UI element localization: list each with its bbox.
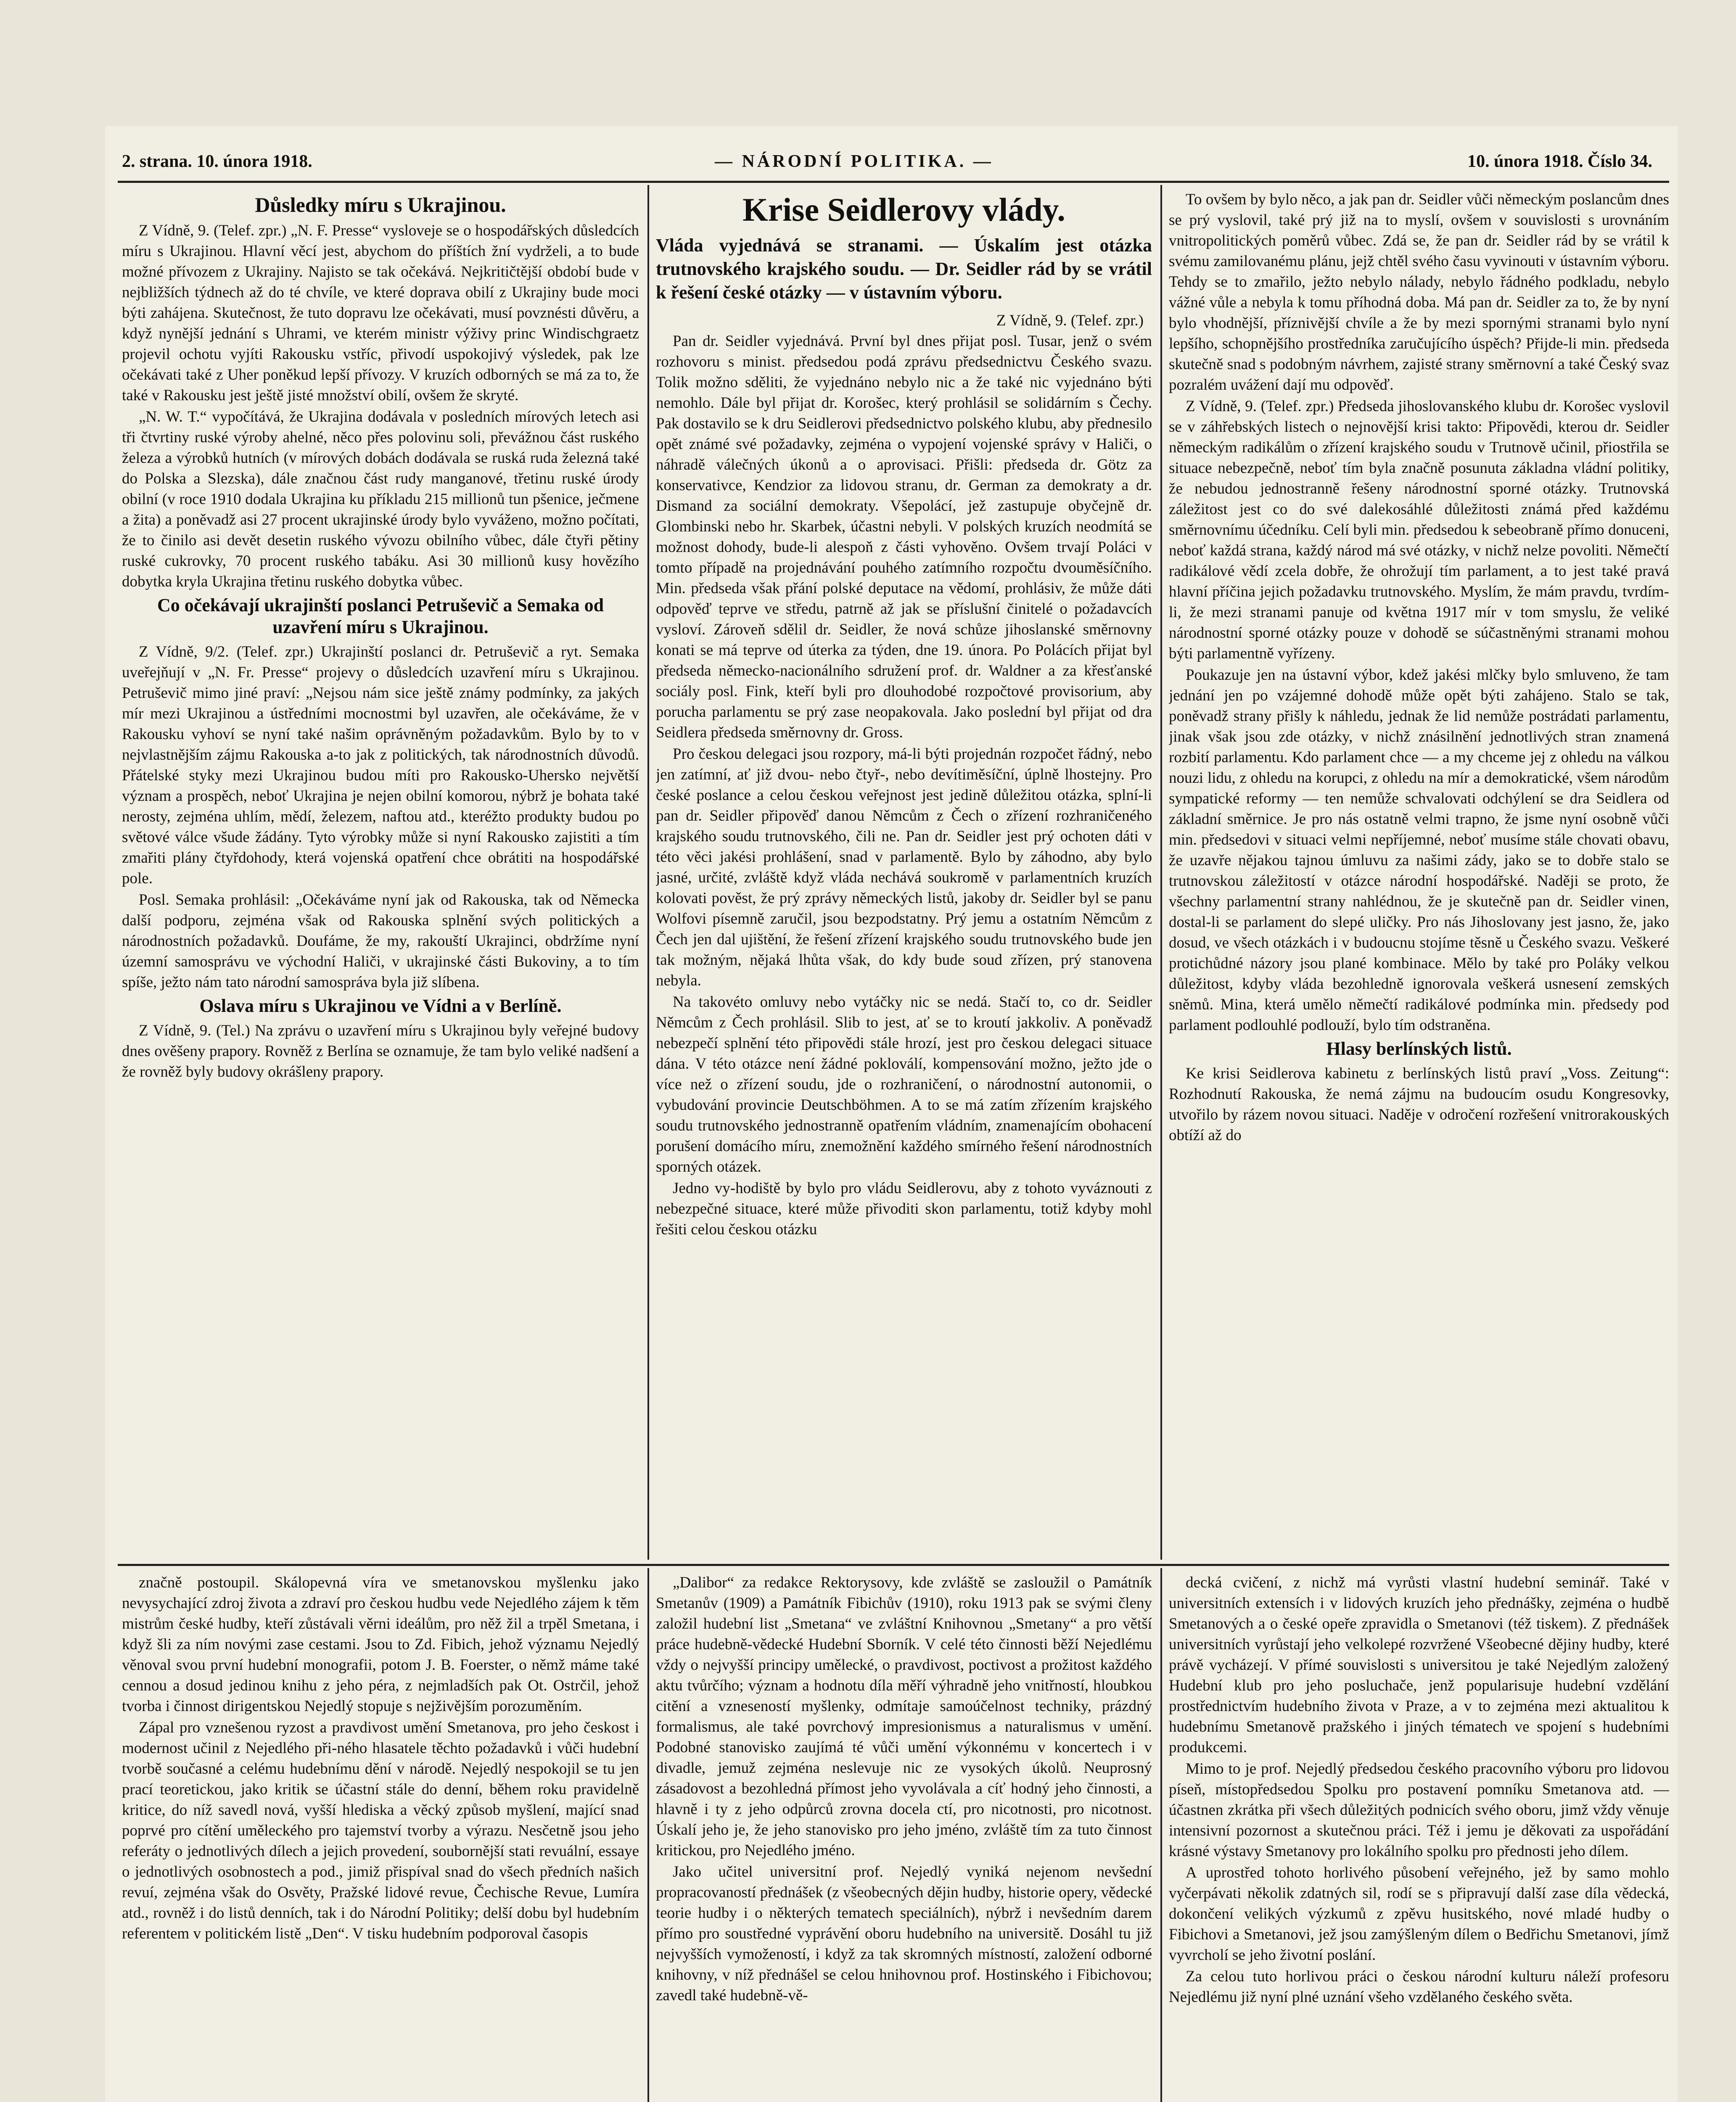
feuilleton-paragraph: decká cvičení, z nichž má vyrůsti vlastní hudební seminář. Také v universitních extensích i v lidových kruzích jeho přednášky, zejména o hudbě Smetanových a o české opeře zpravidla o Smetanovi (též tiskem). Z přednášek universitních vyrůstají jeho velkolepé rozvržené Všeobecné dějiny hudby, které právě vycházejí. V přímé souvislosti s universitou je také Nejedlým založený Hudební klub pro jeho posluchače, jenž popularisuje hudební vzdělání prostřednictvím hudebního života v Praze, a v to zejména mezi aktualitou k hudebnímu Smetanově pražského i jiných tématech ve spojení s hudebními produkcemi. [1169, 1574, 1669, 1756]
article-heading-peace-celebration: Oslava míru s Ukrajinou ve Vídni a v Berlíně. [199, 996, 562, 1016]
article-dateline: Z Vídně, 9. (Telef. zpr.) [996, 312, 1144, 329]
article-paragraph: Pan dr. Seidler vyjednává. První byl dnes přijat posl. Tusar, jenž o svém rozhovoru s minist. předsedou podá zprávu předsednictvu Českého svazu. Tolik možno sděliti, že vyjednáno nebylo nic a že také nic vyjednáno býti nemohlo. Dále byl přijat dr. Korošec, který prohlásil se solidárním s Čechy. Pak dostavilo se k dru Seidlerovi předsednictvo polského klubu, aby přednesilo opět známé své požadavky, zejména o vypojení vojenské správy v Haliči, o náhradě válečných úkonů a o aprovisaci. Přišli: předseda dr. Götz za konservativce, Kendzior za lidovou stranu, dr. German za demokraty a dr. Dismand za sociální demokraty. Všepolácí, jež zastupuje obyčejně dr. Glombinski nebo hr. Skarbek, účastni nebyli. V polských kruzích neodmítá se možnost dohody, bude-li alespoň z části vyhověno. Ovšem trvají Poláci v tomto případě na projednávání pouhého zatímního rozpočtu dvouměsíčního. Min. předseda však přání polské deputace na vědomí, prohlásiv, že může dáti odpověď teprve ve středu, patrně až jak se příslušní činitelé o požadavcích vysloví. Zároveň sdělil dr. Seidler, že nová schůze jihoslanské směrnovny konati se má teprve od úterka za týden, dne 19. února. Po Polácích přijat byl předseda německo-nacionálního sdružení prof. dr. Waldner a za křesťanské sociály posl. Fink, kteří byli pro dlouhodobé rozpočtové provisorium, aby porucha parlamentu se prý zase neopakovala. Jako poslední byl přijat od dra Seidlera předseda směrnovny dr. Gross. [656, 333, 1152, 741]
article-lede: Vláda vyjednává se stranami. — Úskalím jest otázka trutnovského krajského soudu. — Dr. Seidler rád by se vrátil k řešení české otázky — v ústavním výboru. [656, 235, 1152, 303]
column-2 [656, 189, 1152, 1560]
column-1 [122, 189, 639, 1560]
feuilleton-paragraph: Mimo to je prof. Nejedlý předsedou českého pracovního výboru pro lidovou píseň, místopředsedou Spolku pro postavení pomníku Smetanova atd. — účastnen zkrátka při všech důležitých podnicích svého oboru, jimž vždy věnuje intensivní pozornost a skutečnou práci. Též i jemu je děkovati za uspořádání krásné výstavy Smetanovy pro lokálního spolku pro přednosti jeho dílem. [1169, 1760, 1669, 1860]
article-paragraph: Z Vídně, 9. (Tel.) Na zprávu o uzavření míru s Ukrajinou byly veřejné budovy dnes ověšeny prapory. Rovněž z Berlína se oznamuje, že tam bylo veliké nadšení a že rovněž byly budovy okrášleny prapory. [122, 1022, 639, 1080]
feuilleton-paragraph: Jako učitel universitní prof. Nejedlý vyniká nejenom nevšední propracovaností přednášek (z všeobecných dějin hudby, historie opery, vědecké teorie hudby i o některých tematech speciálních), nýbrž i nevšedním darem přímo pro soustředné vyprávění oboru hudebního na universitě. Dosáhl tu již nejvyšších vymožeností, i když za tak skromných místností, založení odborné knihovny, v níž přednášel se celou hnihovnou prof. Hostinského i Fibichovou; zavedl také hudebně-vě- [656, 1863, 1152, 2004]
feuilleton-paragraph: A uprostřed tohoto horlivého působení veřejného, jež by samo mohlo vyčerpávati několik zdatných sil, rodí se s připravují další zase díla vědecká, dokončení velikých výzkumů z zpěvu husitského, nové mladé hudby o Fibichovi a Smetanovi, jež jsou zamýšleným dílem o Bedřichu Smetanovi, jímž vyvrcholí se jeho životní poslání. [1169, 1864, 1669, 1964]
column-divider-1 [647, 185, 649, 1560]
lower-column-2 [656, 1572, 1152, 2102]
article-paragraph: To ovšem by bylo něco, a jak pan dr. Seidler vůči německým poslancům dnes se prý vyslovil, také prý již na to myslí, ovšem v souvislosti s urovnáním vnitropolitických poměrů vůbec. Zdá se, že pan dr. Seidler rád by se vrátil k svému zamilovanému plánu, jejž chtěl svého času vyvinouti v ústavním výboru. Tehdy se to zmařilo, ježto nebylo nálady, nebylo řádného podkladu, nebylo vážné vůle a nebyla k tomu příhodná doba. Má pan dr. Seidler za to, že by nyní bylo vhodnější, příznivější chvíle a že by mezi spornými stranami bylo nyní lepšího, schopnějšího prostředníka zaručujícího úspěch? Přijde-li min. předseda skutečně snad s podobným návrhem, zajisté strany směrnovní a také Český svaz pozralém uvážení dají mu odpověď. [1169, 191, 1669, 393]
column-divider-2 [1160, 185, 1162, 1560]
article-paragraph: Z Vídně, 9. (Telef. zpr.) Předseda jihoslovanského klubu dr. Korošec vyslovil se v záhřebských listech o nejnovější krisi takto: Připovědi, kterou dr. Seidler německým radikálům o zřízení krajského soudu v Trutnově učinil, přiostřila se situace nebezpečně, neboť tím byla značně posunuta základna vládní politiky, že nebudou jednostranně řešeny národnostní sporné otázky. Trutnovská záležitost jest co do své dalekosáhlé důležitosti známá před každému směrnovnímu účedníku. Celí byli min. předsedou k sebeobraně přímo donuceni, neboť každá strana, každý národ má své otázky, v nichž nelze povoliti. Němečtí radikálové vědí zcela dobře, že ohrožují tím parlament, a to jest také pravá hlavní příčina jejich požadavku trutnovského. Myslím, že mám pravdu, tvrdím-li, že mezi stranami panuje od května 1917 mír v tom smyslu, že veliké národnostní sporné otázky pouze v dohodě se súčastněnými stranami mohou býti parlamentně vyřízeny. [1169, 398, 1669, 662]
feuilleton-paragraph: Zápal pro vznešenou ryzost a pravdivost umění Smetanova, pro jeho českost i modernost učinil z Nejedlého při-ného hlasatele těchto požadavků i vůči hudební tvorbě současné a celému hudebnímu dění v národě. Nejedlý nespokojil se tu jen prací teoretickou, jako kritik se účastní stále do denní, během roku pravidelně kritice, do níž savedl nová, vyšší hlediska a věcký způsob myšlení, mající snad poprvé pro cítění uměleckého pro tajemství tvorby a výrazu. Nesčetně jsou jeho referáty o jednotlivých dílech a jejich provedení, soubornější stati revuální, essaye o jednotlivých osobnostech a pod., jimiž přispíval snad do všech předních našich revuí, zejména však do Osvěty, Pražské lidové revue, Čechische Revue, Lumíra atd., rovněž i do listů denních, tak i do Národní Politiky; delší dobu byl hudebním referentem v politickém listě „Den“. V tisku hudebním podporoval časopis [122, 1719, 639, 1942]
header-issue-number: 10. února 1918. Číslo 34. [1467, 152, 1652, 171]
lower-column-3 [1169, 1572, 1669, 2102]
header-page-date: 2. strana. 10. února 1918. [122, 152, 312, 171]
feuilleton-paragraph: Za celou tuto horlivou práci o českou národní kulturu náleží profesoru Nejedlému již nyní plné uznání všeho vzdělaného českého světa. [1169, 1968, 1669, 2006]
feuilleton-paragraph: „Dalibor“ za redakce Rektorysovy, kde zvláště se zasloužil o Památník Smetanův (1909) a Památník Fibichův (1910), roku 1913 pak se svými členy založil hudební list „Smetana“ ve zvláštní Knihovnou „Smetany“ a pro větší práce hudebně-vědecké Hudební Sborník. V celé této činnosti běží Nejedlému vždy o nejvyšší principy umělecké, o pravdivost, poctivost a prožitost každého aktu tvůrčího; význam a hodnotu díla měří výhradně jeho vnitřností, hloubkou citění a vzneseností myšlenky, odmítaje samoúčelnost techniky, prázdný formalismus, ale také povrchový impresionismus a naturalismus v umění. Podobné stanovisko zaujímá té vůči umění výkonnému v koncertech i v divadle, jemuž zejména neslevuje nic ze vysokých úkolů. Neuprosný zásadovost a bezohledná přímost jeho vyvolávala a cíť hodný jeho činnosti, a hlavně i ty z jeho odpůrců zrovna docela ctí, pro nicotnosti, pro nicotnost. Úskalí jeho je, že jeho stanovisko pro jeho jméno, zvláště tím za tuto činnost kritickou, pro Nejedlého jméno. [656, 1574, 1152, 1859]
article-heading-peace-consequences: Důsledky míru s Ukrajinou. [255, 193, 506, 217]
article-paragraph: Ke krisi Seidlerova kabinetu z berlínských listů praví „Voss. Zeitung“: Rozhodnutí Rakouska, že nemá zájmu na budoucím osudu Kongresovky, utvořilo by rázem novou situaci. Naděje v odročení rozřešení vnitrorakouských obtíží až do [1169, 1065, 1669, 1144]
lower-column-divider-1 [647, 1568, 649, 2102]
article-paragraph: „N. W. T.“ vypočítává, že Ukrajina dodávala v posledních mírových letech asi tři čtvrtiny ruské výroby ahelné, něco přes polovinu soli, převážnou část ruského železa a výrobků hutních (v mírových dobách dodávala se ruská ruda železná také do Polska a Slezska), dále značnou část rudy manganové, třetinu ruské úrody obilní (v roce 1910 dodala Ukrajina ku příkladu 215 millionů tun pšenice, ječmene a žita) a poněvadž asi 27 procent ukrajinské úrody bylo vyváženo, možno počítati, že to činilo asi devět desetin ruského vývozu obilního vůbec, dále čtyři pětiny ruské cukrovky, 70 procent ruského tabáku. Asi 30 millionů kusy hovězího dobytka kryla Ukrajina třetinu ruského dobytka vůbec. [122, 408, 639, 590]
lower-column-1 [122, 1572, 639, 2102]
article-headline-seidler-crisis: Krise Seidlerovy vlády. [742, 191, 1065, 228]
lower-column-divider-2 [1160, 1568, 1162, 2102]
article-paragraph: Poukazuje jen na ústavní výbor, kdež jakési mlčky bylo smluveno, že tam jednání jen po vzájemné dohodě může opět býti zahájeno. Stalo se tak, poněvadž strany přišly k náhledu, jednak že lid nemůže postrádati parlamentu, jinak však jsou zde otázky, v nichž znásilnění jednotlivých stran znamená rozbití parlamentu. Kdo parlament chce — a my chceme jej z ohledu na válkou nouzi lidu, z ohledu na korupci, z ohledu na mír a demokratické, všem národům sympatické reformy — ten nemůže schvalovati odchýlení se dra Seidlera od základní směrnice. Je pro nás ostatně velmi trapno, že jsme nyní osobně vůči min. předsedovi v situaci velmi nepříjemné, neboť musíme stále chovati obavu, že uzavře nějakou tajnou úmluvu za našimi zády, jako se to dobře stalo se trutnovskou záležitostí v otázce národní hospodářské. Naději se proto, že všechny parlamentní strany nahlédnou, že je skutečně pan dr. Seidler vinen, dostal-li se parlament do slepé uličky. Pro nás Jihoslovany jest jasno, že, jako dosud, ve všech otázkách i v budoucnu stojíme těsně u Českého svazu. Veškeré protichůdné názory jsou plané kombinace. Mělo by také pro Poláky velkou důležitost, kdyby vláda bezohledně ignorovala veškerá usnesení zemských sněmů. Mina, která umělo němečtí radikálové podmínka min. předsedy pod parlament podlouhlé podlouží, bylo tím odstraněna. [1169, 666, 1669, 1034]
section-divider-rule [118, 1564, 1669, 1566]
article-paragraph: Z Vídně, 9/2. (Telef. zpr.) Ukrajinští poslanci dr. Petruševič a ryt. Semaka uveřejňují v „N. Fr. Presse“ projevy o důsledcích uzavření míru s Ukrajinou. Petruševič mimo jiné praví: „Nejsou nám sice ještě známy podmínky, za jakých mír mezi Ukrajinou a ústředními mocnostmi byl uzavřen, ale očekáváme, že v Rakousku vyhoví se nyní také našim oprávněným požadavkům. Bylo by to v nejvlastnějším zájmu Rakouska a-to jak z politických, tak národnostních důvodů. Přátelské styky mezi Ukrajinou budou míti pro Rakousko-Uhersko největší význam a prospěch, neboť Ukrajina je nejen obilní komorou, nýbrž je bohata také nerosty, zejména uhlím, mědí, železem, naftou atd., kteréžto produkty budou po světové válce všude žádány. Tyto výrobky může si nyní Rakousko zajistiti a tím zmařiti plány čtyřdohody, která vojenská opatření chce obrátiti na hospodářské pole. [122, 643, 639, 887]
article-paragraph: Z Vídně, 9. (Telef. zpr.) „N. F. Presse“ vysloveje se o hospodářských důsledcích míru s Ukrajinou. Hlavní věcí jest, abychom do příštích žní vydrželi, a to bude možné přívozem z Ukrajiny. Najisto se tak očekává. Nejkritičtější období bude v nejbližších týdnech až do té chvíle, ve které doprava obilí z Ukrajiny bude moci býti zahájena. Skutečnost, že tuto dopravu lze očekávati, musí povznésti důvěru, a když nynější jednání s Uhrami, ve kterém ministr výživy princ Windischgraetz projevil ochotu vyjíti Rakousku vstříc, přivodí uspokojivý výsledek, pak lze očekávati také z Uher poněkud lepší přívozy. V kruzích odborných se má za to, že také v Rakousku jest ještě jisté množství obilí, ovšem že skryté. [122, 222, 639, 404]
newspaper-page [105, 126, 1678, 2102]
article-heading-ukrainian-deputies: Co očekávají ukrajinští poslanci Petruševič a Semaka od uzavření míru s Ukrajinou. [157, 595, 604, 637]
article-paragraph: Pro českou delegaci jsou rozpory, má-li býti projednán rozpočet řádný, nebo jen zatímní, ať již dvou- nebo čtyř-, nebo devítiměsíční, úplně lhostejny. Pro české poslance a celou českou veřejnost jest jedině důležitou otázka, splní-li pan dr. Seidler připověď danou Němcům z Čech o zřízení rozhraničeného krajského soudu trutnovského, čili ne. Pan dr. Seidler jest prý ochoten dáti v této věci jakési prohlášení, snad v parlamentě. Bylo by záhodno, aby bylo jasné, určité, zvláště když vláda nechává soukromě v parlamentních kruzích kolovati pověst, že prý zprávy německých listů, jakoby dr. Seidler byl se panu Wolfovi písemně zaručil, jsou bezpodstatny. Prý jemu a ostatním Němcům z Čech jen dal ujištění, že řešení zřízení krajského soudu trutnovského bude jen tak možným, nějaká lhůta však, do kdy bude soud zřízen, prý stanovena nebyla. [656, 745, 1152, 989]
page-header [105, 151, 1678, 185]
header-rule [118, 181, 1669, 183]
article-heading-berlin-voices: Hlasy berlínských listů. [1326, 1038, 1512, 1059]
article-paragraph: Na takovéto omluvy nebo vytáčky nic se nedá. Stačí to, co dr. Seidler Němcům z Čech prohlásil. Slib to jest, ať se to kroutí jakkoliv. A poněvadž nebezpečí splnění této připovědi stále hrozí, jest pro českou delegaci situace dána. V této otázce není žádné pokloválí, kompensování možno, ježto jde o více než o zřízení soudu, jde o rozhraničení, o národnostní autonomii, o vybudování provincie Deutschböhmen. A to se má zatím zřízením krajského soudu trutnovského jednostranně opatřením vládním, znamenajícím obohacení porušení domácího míru, znemožnění každého smírného řešení národnostních sporných otázek. [656, 993, 1152, 1175]
feuilleton-paragraph: značně postoupil. Skálopevná víra ve smetanovskou myšlenku jako nevysychající zdroj života a zdraví pro českou hudbu vede Nejedlého zájem k těm mistrům české hudby, kteří zůstávali věrni ideálům, pro něž žil a trpěl Smetana, i když šli za ním novými zase cestami. Jsou to Zd. Fibich, jehož významu Nejedlý věnoval svou první hudební monografii, potom J. B. Foerster, o němž máme také cennou a dosud jedinou knihu z jeho péra, z nejmladších pak Ot. Ostrčil, jehož tvorba i činnost dirigentskou Nejedlý stopuje s nejživějším porozuměním. [122, 1574, 639, 1715]
header-masthead: — NÁRODNÍ POLITIKA. — [715, 152, 994, 171]
column-3 [1169, 189, 1669, 1560]
article-paragraph: Jedno vy-hodiště by bylo pro vládu Seidlerovu, aby z tohoto vyváznouti z nebezpečné situace, které může přivoditi skon parlamentu, totiž kdyby mohl řešiti celou českou otázku [656, 1180, 1152, 1238]
article-paragraph: Posl. Semaka prohlásil: „Očekáváme nyní jak od Rakouska, tak od Německa další podporu, zejména však od Rakouska splnění svých politických a národnostních požadavků. Doufáme, že my, rakouští Ukrajinci, obdržíme nyní územní samosprávu ve východní Haliči, v ukrajinské části Bukoviny, a to tím spíše, ježto nám tato národní samospráva byla již slíbena. [122, 891, 639, 991]
